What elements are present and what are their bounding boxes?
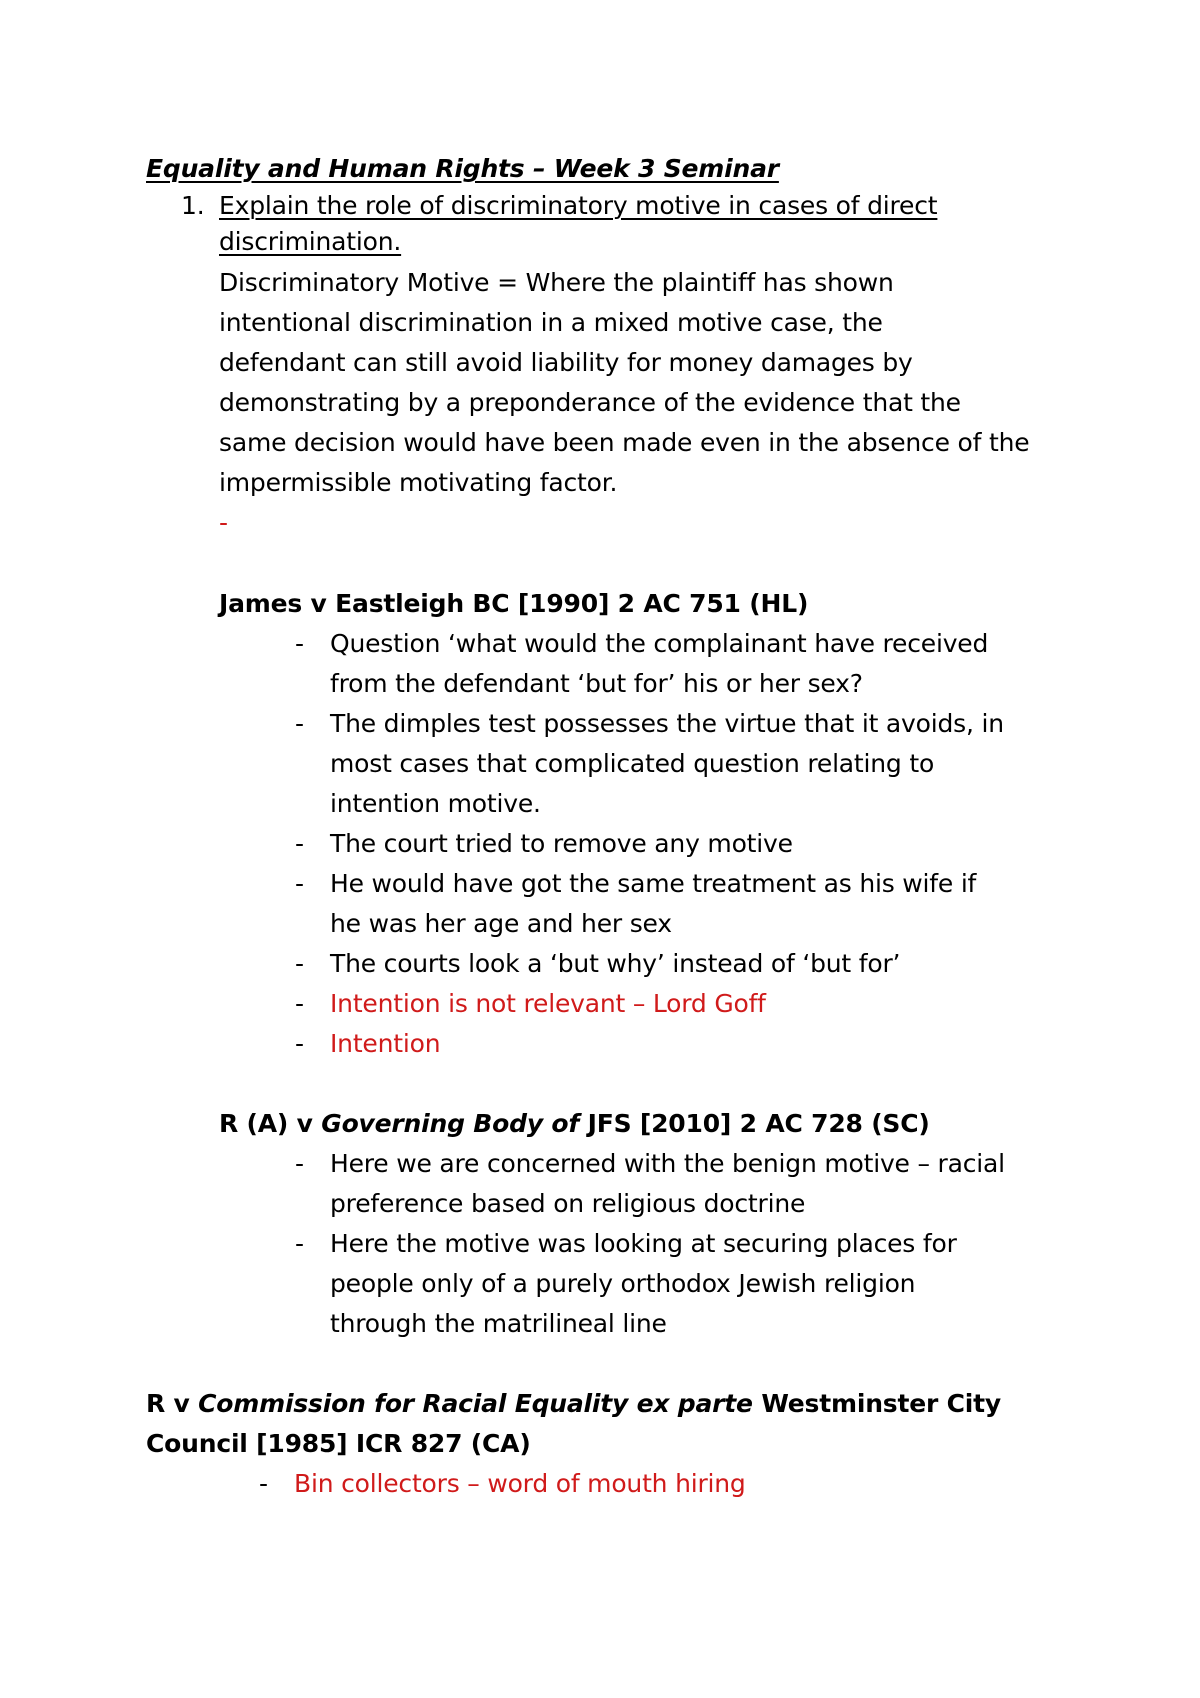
definition-line: same decision would have been made even in the absence of the: [219, 428, 1030, 457]
case-heading-part: R (A) v: [219, 1109, 322, 1138]
bullet-dash: -: [295, 629, 305, 658]
bullet-text: he was her age and her sex: [330, 909, 672, 938]
bullet-text: intention motive.: [330, 789, 541, 818]
empty-bullet-dash: -: [219, 508, 228, 537]
bullet-text: from the defendant ‘but for’ his or her sex?: [330, 669, 863, 698]
document-title: Equality and Human Rights – Week 3 Seminar: [146, 154, 779, 183]
case-heading-part: Commission for Racial Equality ex parte: [198, 1389, 753, 1418]
definition-line: intentional discrimination in a mixed motive case, the: [219, 308, 883, 337]
bullet-text-highlighted: Bin collectors – word of mouth hiring: [294, 1469, 746, 1498]
bullet-text: The court tried to remove any motive: [330, 829, 793, 858]
bullet-dash: -: [295, 829, 305, 858]
bullet-text: The dimples test possesses the virtue that it avoids, in: [330, 709, 1004, 738]
bullet-dash: -: [295, 1149, 305, 1178]
bullet-text: people only of a purely orthodox Jewish religion: [330, 1269, 916, 1298]
case-heading-part: R v: [146, 1389, 199, 1418]
question-text-line-2: discrimination.: [219, 227, 402, 256]
bullet-dash: -: [259, 1469, 269, 1498]
bullet-dash: -: [295, 709, 305, 738]
bullet-text-highlighted: Intention is not relevant – Lord Goff: [330, 989, 766, 1018]
case-heading-jfs: [219, 1104, 930, 1144]
bullet-text: He would have got the same treatment as his wife if: [330, 869, 977, 898]
case-heading-cre-line-2: Council [1985] ICR 827 (CA): [146, 1429, 531, 1458]
bullet-text: Here we are concerned with the benign motive – racial: [330, 1149, 1005, 1178]
bullet-text: Here the motive was looking at securing places for: [330, 1229, 957, 1258]
case-heading-cre: [146, 1384, 1001, 1424]
definition-line: Discriminatory Motive = Where the plaintiff has shown: [219, 268, 894, 297]
bullet-text-highlighted: Intention: [330, 1029, 441, 1058]
bullet-text: The courts look a ‘but why’ instead of ‘but for’: [330, 949, 901, 978]
bullet-text: preference based on religious doctrine: [330, 1189, 806, 1218]
bullet-text: most cases that complicated question relating to: [330, 749, 935, 778]
definition-line: defendant can still avoid liability for money damages by: [219, 348, 913, 377]
case-heading-part: JFS [2010] 2 AC 728 (SC): [579, 1109, 930, 1138]
case-heading-part: Governing Body of: [321, 1109, 580, 1138]
bullet-dash: -: [295, 869, 305, 898]
bullet-dash: -: [295, 989, 305, 1018]
bullet-text: Question ‘what would the complainant have received: [330, 629, 989, 658]
case-heading-james-v-eastleigh: James v Eastleigh BC [1990] 2 AC 751 (HL): [219, 589, 809, 618]
bullet-text: through the matrilineal line: [330, 1309, 667, 1338]
bullet-dash: -: [295, 1229, 305, 1258]
bullet-dash: -: [295, 949, 305, 978]
case-heading-part: Westminster City: [752, 1389, 1001, 1418]
bullet-dash: -: [295, 1029, 305, 1058]
definition-line: demonstrating by a preponderance of the evidence that the: [219, 388, 961, 417]
question-text-line-1: Explain the role of discriminatory motive in cases of direct: [219, 191, 938, 220]
question-number: 1.: [181, 191, 205, 220]
definition-line: impermissible motivating factor.: [219, 468, 618, 497]
